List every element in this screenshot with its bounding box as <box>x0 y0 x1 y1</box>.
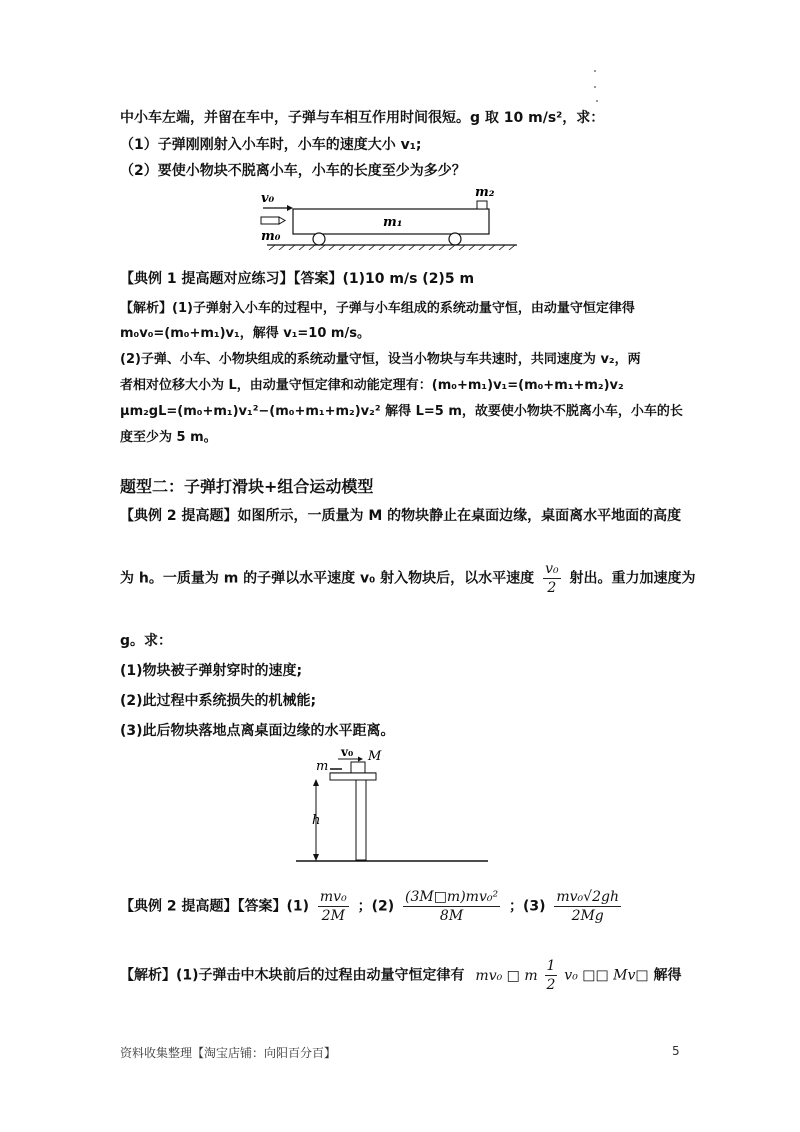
answer-2-part-2-fraction <box>403 888 500 925</box>
figure2-M-label: M <box>368 749 382 764</box>
fraction-numerator: mv₀√2gh <box>556 889 619 905</box>
figure1-m0-label: m₀ <box>261 229 281 244</box>
question-1: （1）子弹刚刚射入小车时，小车的速度大小 v₁; <box>120 137 422 153</box>
example-2-question-3: (3)此后物块落地点离桌面边缘的水平距离。 <box>120 723 395 739</box>
analysis-2-suffix: 解得 <box>653 967 682 984</box>
section-heading: 题型二：子弹打滑块+组合运动模型 <box>120 477 374 496</box>
question-2: （2）要使小物块不脱离小车，小车的长度至少为多少？ <box>120 163 466 179</box>
answer-2-separator: ；(3) <box>508 898 546 915</box>
analysis-2-prefix: 【解析】(1)子弹击中木块前后的过程由动量守恒定律有 <box>120 967 465 984</box>
figure-table-block <box>296 742 496 868</box>
example-2-text: 射出。重力加速度为 <box>569 570 696 587</box>
fraction-denominator: 2 <box>546 977 556 993</box>
answer-1-line: 【典例 1 提高题对应练习】【答案】(1)10 m/s (2)5 m <box>120 271 475 287</box>
fraction-denominator: 2 <box>547 580 557 596</box>
answer-2-line <box>120 888 625 925</box>
figure1-m2-label: m₂ <box>475 185 495 200</box>
answer-2-part-3-fraction <box>554 888 621 925</box>
fraction-numerator: mv₀ <box>319 889 347 905</box>
scan-dot <box>594 70 596 72</box>
figure1-v0-label: v₀ <box>261 191 275 206</box>
figure1-m1-label: m₁ <box>383 215 403 230</box>
analysis-2-equation-right: v₀ □□ Mv□ <box>564 967 649 984</box>
example-2-question-1: (1)物块被子弹射穿时的速度; <box>120 663 303 679</box>
example-2-line-with-fraction <box>120 560 695 597</box>
fraction-numerator: 1 <box>546 958 556 974</box>
fraction-numerator: (3M□m)mv₀² <box>405 889 499 905</box>
example-2-line: 【典例 2 提高题】如图所示，一质量为 M 的物块静止在桌面边缘，桌面离水平地面的高度 <box>120 508 682 524</box>
problem-intro-line: 中小车左端，并留在车中，子弹与车相互作用时间很短。g 取 10 m/s²，求： <box>120 110 605 126</box>
scan-dot <box>594 86 596 88</box>
fraction-numerator: v₀ <box>545 561 559 577</box>
example-2-question-2: (2)此过程中系统损失的机械能; <box>120 693 317 709</box>
analysis-1-line: μm₂gL=(m₀+m₁)v₁²−(m₀+m₁+m₂)v₂² 解得 L=5 m，故要使小物块不脱离小车，小车的长 <box>120 404 683 419</box>
fraction-denominator: 8M <box>439 908 464 924</box>
analysis-2-half-fraction <box>545 957 558 994</box>
analysis-2-line <box>120 957 682 994</box>
page-number: 5 <box>672 1044 680 1058</box>
example-2-text: 为 h。一质量为 m 的子弹以水平速度 v₀ 射入物块后，以水平速度 <box>120 570 535 587</box>
figure-bullet-cart <box>255 182 525 250</box>
fraction-denominator: 2M <box>321 908 345 924</box>
scan-dot <box>596 100 598 102</box>
analysis-1-line: 度至少为 5 m。 <box>120 430 217 445</box>
answer-2-part-1-fraction <box>318 888 349 925</box>
figure2-h-label: h <box>312 813 321 828</box>
answer-2-prefix: 【典例 2 提高题】【答案】(1) <box>120 898 310 915</box>
analysis-2-equation-left: mv₀ □ m <box>475 967 538 984</box>
fraction-denominator: 2Mg <box>571 908 604 924</box>
analysis-1-line: 【解析】(1)子弹射入小车的过程中，子弹与小车组成的系统动量守恒，由动量守恒定律得 <box>120 301 635 316</box>
analysis-1-line: (2)子弹、小车、小物块组成的系统动量守恒，设当小物块与车共速时，共同速度为 v₂，两 <box>120 352 641 367</box>
figure2-v0-label: v₀ <box>341 745 354 759</box>
analysis-1-line: 者相对位移大小为 L，由动量守恒定律和动能定理有：(m₀+m₁)v₁=(m₀+m₁+m₂)v₂ <box>120 378 624 393</box>
figure2-m-label: m <box>316 759 329 774</box>
analysis-1-line: m₀v₀=(m₀+m₁)v₁，解得 v₁=10 m/s。 <box>120 326 370 341</box>
example-2-line: g。求： <box>120 633 173 649</box>
half-v0-fraction <box>543 560 561 597</box>
footer-source: 资料收集整理【淘宝店铺：向阳百分百】 <box>120 1046 337 1060</box>
answer-2-separator: ；(2) <box>357 898 395 915</box>
